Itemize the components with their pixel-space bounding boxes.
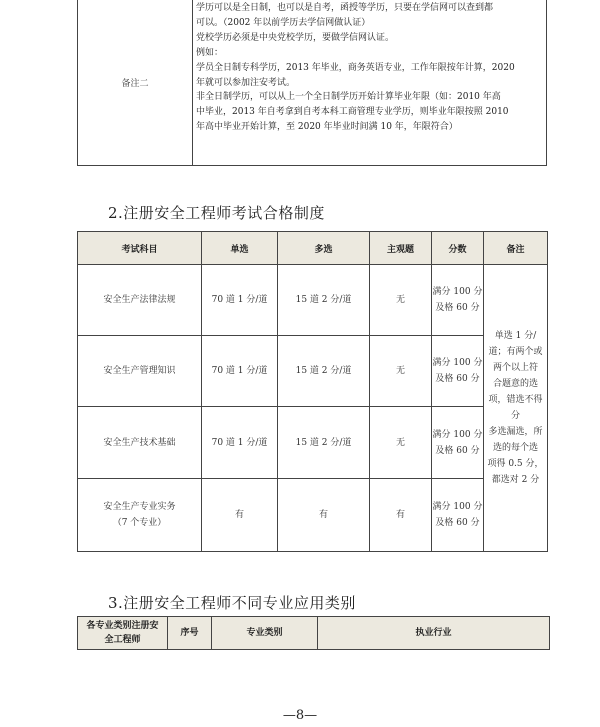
header-seq: 序号 bbox=[168, 617, 212, 650]
score-pass: 及格 60 分 bbox=[435, 445, 480, 456]
remarks-line: 非全日制学历，可以从上一个全日制学历开始计算毕业年限（如：2010 年高 bbox=[196, 92, 501, 103]
exam-header-row bbox=[78, 232, 548, 265]
table-row bbox=[78, 336, 548, 407]
header-score: 分数 bbox=[432, 232, 484, 265]
note-line: 多选漏选，所 bbox=[488, 427, 543, 437]
header-category bbox=[78, 617, 168, 650]
score-full: 满分 100 分 bbox=[432, 502, 483, 512]
exam-table bbox=[77, 231, 548, 552]
subject-cell: 安全生产管理知识 bbox=[78, 336, 202, 407]
remarks-line: 学历可以是全日制，也可以是自考，函授等学历，只要在学信网可以查到都 bbox=[196, 3, 494, 13]
subject-name: 安全生产专业实务 bbox=[103, 502, 176, 512]
note-line: 选的每个选 bbox=[492, 443, 538, 453]
subjective-cell: 有 bbox=[370, 479, 432, 552]
multiple-cell: 有 bbox=[278, 479, 370, 552]
score-pass: 及格 60 分 bbox=[435, 374, 480, 384]
header-note: 备注 bbox=[484, 232, 548, 265]
remarks-line: 党校学历必须是中央党校学历，要做学信网认证。 bbox=[196, 32, 395, 43]
subject-cell: 安全生产技术基础 bbox=[78, 407, 202, 479]
remarks-line: 可以。（2002 年以前学历去学信网做认证） bbox=[196, 17, 371, 28]
table-row bbox=[78, 407, 548, 479]
remarks-line: 学员全日制专科学历，2013 年毕业，商务英语专业，工作年限按年计算，2020 bbox=[196, 62, 515, 73]
header-single: 单选 bbox=[202, 232, 278, 265]
note-cell bbox=[484, 265, 548, 552]
remarks-line: 年就可以参加注安考试。 bbox=[196, 77, 296, 88]
header-category-line: 全工程师 bbox=[104, 635, 141, 645]
note-line: 分 bbox=[510, 411, 520, 421]
page-number: —8— bbox=[282, 708, 318, 723]
section-2-title: 2.注册安全工程师考试合格制度 bbox=[108, 204, 325, 222]
remarks-table bbox=[77, 0, 547, 166]
note-line: 都选对 2 分 bbox=[491, 475, 540, 485]
remarks-content bbox=[193, 0, 547, 166]
subjective-cell: 无 bbox=[370, 265, 432, 336]
remarks-line: 中毕业，2013 年自考拿到自考本科工商管理专业学历，则毕业年限按照 2010 bbox=[196, 107, 509, 118]
category-header-row bbox=[78, 617, 550, 650]
score-cell bbox=[432, 265, 484, 336]
multiple-cell: 15 道 2 分/道 bbox=[278, 265, 370, 336]
subject-detail: （7 个专业） bbox=[112, 518, 167, 528]
note-line: 合题意的选 bbox=[492, 379, 538, 389]
table-row bbox=[78, 479, 548, 552]
note-line: 两个以上符 bbox=[492, 363, 538, 373]
header-specialty: 专业类别 bbox=[212, 617, 318, 650]
single-cell: 70 道 1 分/道 bbox=[202, 265, 278, 336]
section-3-title: 3.注册安全工程师不同专业应用类别 bbox=[108, 594, 356, 612]
header-industry: 执业行业 bbox=[318, 617, 550, 650]
score-cell bbox=[432, 407, 484, 479]
score-cell bbox=[432, 336, 484, 407]
score-full: 满分 100 分 bbox=[432, 429, 483, 440]
subjective-cell: 无 bbox=[370, 407, 432, 479]
table-row bbox=[78, 265, 548, 336]
header-multiple: 多选 bbox=[278, 232, 370, 265]
note-line: 项得 0.5 分， bbox=[487, 459, 544, 469]
category-table bbox=[77, 616, 550, 650]
subjective-cell: 无 bbox=[370, 336, 432, 407]
single-cell: 有 bbox=[202, 479, 278, 552]
single-cell: 70 道 1 分/道 bbox=[202, 407, 278, 479]
multiple-cell: 15 道 2 分/道 bbox=[278, 407, 370, 479]
remarks-label: 备注二 bbox=[78, 0, 193, 166]
score-full: 满分 100 分 bbox=[432, 287, 483, 297]
note-line: 单选 1 分/ bbox=[494, 331, 537, 341]
header-category-line: 各专业类别注册安 bbox=[86, 621, 159, 631]
single-cell: 70 道 1 分/道 bbox=[202, 336, 278, 407]
score-full: 满分 100 分 bbox=[432, 358, 483, 368]
note-line: 道；有两个或 bbox=[488, 347, 543, 357]
subject-cell bbox=[78, 479, 202, 552]
header-subjective: 主观题 bbox=[370, 232, 432, 265]
multiple-cell: 15 道 2 分/道 bbox=[278, 336, 370, 407]
score-pass: 及格 60 分 bbox=[435, 518, 480, 528]
remarks-line: 年高中毕业开始计算，至 2020 年毕业时间满 10 年，年限符合） bbox=[196, 122, 458, 133]
subject-cell: 安全生产法律法规 bbox=[78, 265, 202, 336]
score-cell bbox=[432, 479, 484, 552]
score-pass: 及格 60 分 bbox=[435, 303, 480, 313]
header-subject: 考试科目 bbox=[78, 232, 202, 265]
note-line: 项，错选不得 bbox=[488, 395, 543, 405]
remarks-line: 例如： bbox=[196, 47, 224, 58]
